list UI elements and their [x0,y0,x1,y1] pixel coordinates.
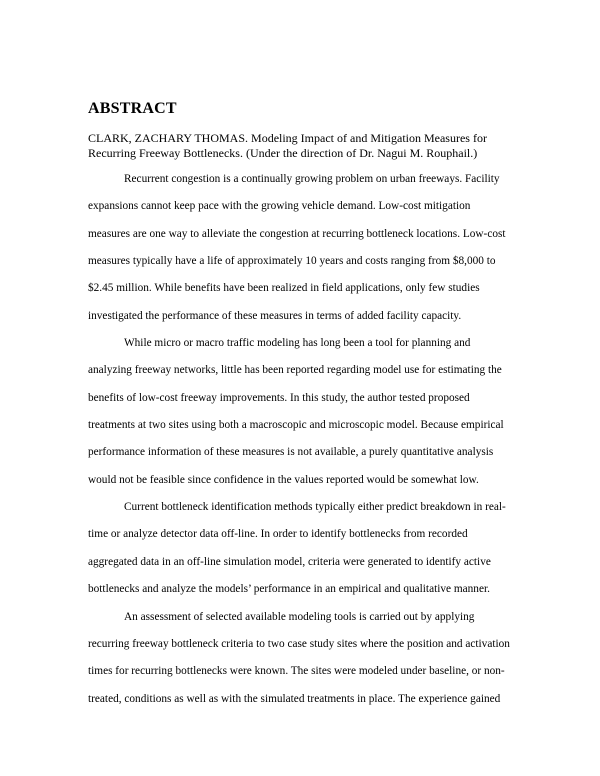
abstract-body [88,170,518,717]
body-line: time or analyze detector data off-line. In order to identify bottlenecks from recorded [88,528,468,541]
body-line: treatments at two sites using both a macroscopic and microscopic model. Because empirical [88,419,504,432]
body-line: aggregated data in an off-line simulation model, criteria were generated to identify active [88,555,491,568]
body-line: would not be feasible since confidence in the values reported would be somewhat low. [88,473,479,486]
body-line: Current bottleneck identification methods typically either predict breakdown in real- [124,501,506,514]
citation-line: Recurring Freeway Bottlenecks. (Under the direction of Dr. Nagui M. Rouphail.) [88,146,478,160]
body-line: While micro or macro traffic modeling has long been a tool for planning and [124,337,471,350]
abstract-heading: ABSTRACT [88,100,177,117]
body-line: $2.45 million. While benefits have been realized in field applications, only few studies [88,282,480,295]
body-line: bottlenecks and analyze the models’ performance in an empirical and qualitative manner. [88,583,490,596]
citation-block [88,131,528,161]
body-line: treated, conditions as well as with the simulated treatments in place. The experience gained [88,692,501,705]
body-line: performance information of these measures is not available, a purely quantitative analysis [88,446,494,459]
body-line: Recurrent congestion is a continually growing problem on urban freeways. Facility [124,173,500,185]
body-line: measures are one way to alleviate the congestion at recurring bottleneck locations. Low-cost [88,227,506,240]
body-line: recurring freeway bottleneck criteria to two case study sites where the position and activation [88,637,510,650]
body-line: times for recurring bottlenecks were known. The sites were modeled under baseline, or non- [88,665,505,678]
body-line: measures typically have a life of approximately 10 years and costs ranging from $8,000 to [88,255,496,268]
body-line: analyzing freeway networks, little has been reported regarding model use for estimating the [88,364,502,377]
body-line: An assessment of selected available modeling tools is carried out by applying [124,610,475,623]
body-line: benefits of low-cost freeway improvements. In this study, the author tested proposed [88,391,470,404]
body-line: expansions cannot keep pace with the growing vehicle demand. Low-cost mitigation [88,200,471,213]
body-line: investigated the performance of these measures in terms of added facility capacity. [88,309,462,322]
citation-line: CLARK, ZACHARY THOMAS. Modeling Impact of and Mitigation Measures for [88,131,487,145]
